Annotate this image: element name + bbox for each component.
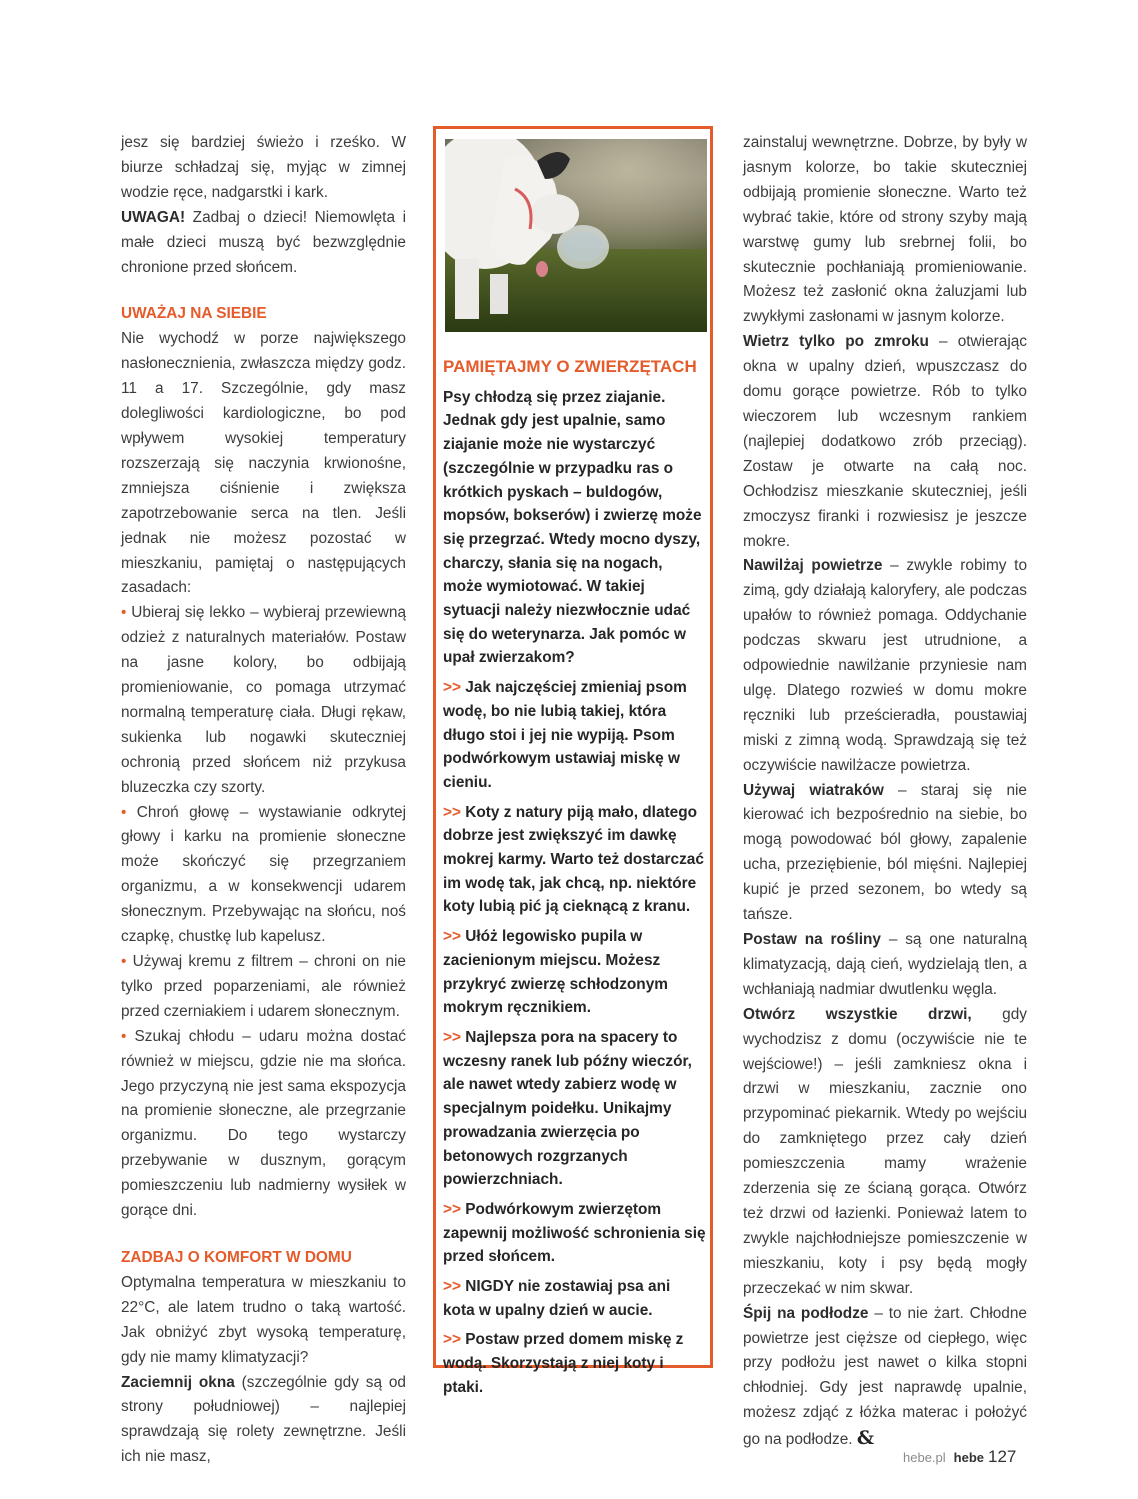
animals-tip: >> Jak najczęściej zmieniaj psom wodę, bo nie lubią takiej, która długo stoi i jej nie wypiją. Psom podwórkowym ustawiaj miskę w cieniu.	[443, 679, 687, 791]
footer-site: hebe.pl	[903, 1450, 946, 1465]
end-mark-icon: &	[856, 1427, 874, 1450]
tip-paragraph: Nawilżaj powietrze – zwykle robimy to zimą, gdy działają kaloryfery, ale podczas upałów to również pomaga. Oddychanie podczas skwaru jest utrudnione, a odpowiednie nawilżanie przyniesie nam ulgę. Dlatego rozwieś w domu mokre ręczniki lub prześcieradła, poustawiaj miski z zimną wodą. Sprawdzają się też oczywiście nawilżacze powietrza.	[743, 557, 1028, 774]
animals-tip: >> Podwórkowym zwierzętom zapewnij możliwość schronienia się przed słońcem.	[443, 1200, 706, 1266]
arrow-icon: >>	[443, 1028, 461, 1046]
tip-paragraph: Śpij na podłodze – to nie żart. Chłodne powietrze jest cięższe od ciepłego, więc przy podłożu jest nawet o kilka stopni chłodniej. Gdy jest naprawdę upalnie, możesz zdjąć z łóżka materac i położyć go na podłodze. &	[743, 1304, 1027, 1450]
arrow-icon: >>	[443, 679, 461, 697]
dog-photo-illustration	[445, 139, 707, 332]
dog-drinking-photo	[445, 139, 707, 332]
footer-brand: hebe	[953, 1450, 984, 1465]
arrow-icon: >>	[443, 803, 461, 821]
bullet-item: • Ubieraj się lekko – wybieraj przewiewną odzież z naturalnych materiałów. Postaw na jasne kolory, bo odbijają promieniowanie, co pomaga utrzymać normalną temperaturę ciała. Długi rękaw, sukienka lub nogawki skuteczniej ochronią przed słońcem niż przykusa bluzeczka czy szorty.	[121, 604, 406, 796]
animals-tip: >> Postaw przed domem miskę z wodą. Skorzystają z niej koty i ptaki.	[443, 1331, 684, 1396]
section-heading-uwazaj: UWAŻAJ NA SIEBIE	[121, 305, 267, 323]
arrow-icon: >>	[443, 1200, 461, 1218]
arrow-icon: >>	[443, 1331, 461, 1349]
right-paragraph-1: zainstaluj wewnętrzne. Dobrze, by były w jasnym kolorze, bo takie skuteczniej odbijają promienie słoneczne. Warto też wybrać takie, które od strony szyby mają warstwę gumy lub srebrnej folii, bo skutecznie pochłaniają promieniowanie. Możesz też zasłonić okna żaluzjami lub zwykłymi zasłonami w jasnym kolorze.	[743, 134, 1027, 326]
tip-paragraph: Postaw na rośliny – są one naturalną klimatyzacją, dają cień, wydzielają tlen, a wchłaniają nadmiar dwutlenku węgla.	[743, 931, 1027, 998]
left-paragraph-4: Zaciemnij okna (szczególnie gdy są od strony południowej) – najlepiej sprawdzają się rolety zewnętrzne. Jeśli ich nie masz,	[121, 1373, 406, 1466]
tip-paragraph: Wietrz tylko po zmroku – otwierając okna w upalny dzień, wpuszczasz do domu gorące powietrze. Rób to tylko wieczorem lub wczesnym rankiem (najlepiej dodatkowo zrób przeciąg). Zostaw je otwarte na całą noc. Ochłodzisz mieszkanie skuteczniej, jeśli zmoczysz firanki i rozwiesisz je jeszcze mokre.	[743, 333, 1027, 550]
tip-paragraph: Używaj wiatraków – staraj się nie kierować ich bezpośrednio na siebie, bo mogą powodować ból głowy, zapalenie ucha, przeziębienie, ból mięśni. Najlepiej kupić je przed sezonem, bo wtedy są tańsze.	[743, 781, 1027, 924]
bullet-icon: •	[121, 604, 127, 622]
animals-sidebar-box	[433, 126, 713, 1396]
bullet-item: • Używaj kremu z filtrem – chroni on nie tylko przed poparzeniami, ale również przed czerniakiem i udarem słonecznym.	[121, 953, 406, 1020]
bullet-icon: •	[121, 953, 127, 970]
animals-tip: >> NIGDY nie zostawiaj psa ani kota w upalny dzień w aucie.	[443, 1278, 671, 1319]
animals-box-text	[443, 355, 706, 1406]
animals-tip: >> Ułóż legowisko pupila w zacienionym miejscu. Możesz przykryć zwierzę schłodzonym mokrym ręcznikiem.	[443, 928, 668, 1017]
animals-intro: Psy chłodzą się przez ziajanie. Jednak gdy jest upalnie, samo ziajanie może nie wystarczyć (szczególnie w przypadku ras o krótkich pyskach – buldogów, mopsów, bokserów) i zwierzę może się przegrzać. Wtedy mocno dyszy, charczy, słania się na nogach, może wymiotować. W takiej sytuacji należy niezwłocznie udać się do weterynarza. Jak pomóc w upał zwierzakom?	[443, 388, 702, 667]
page-number: 127	[988, 1447, 1017, 1466]
bullet-icon: •	[121, 803, 127, 821]
arrow-icon: >>	[443, 1278, 461, 1296]
warning-label: UWAGA!	[121, 208, 186, 226]
page-footer	[903, 1447, 1016, 1467]
animals-tip: >> Najlepsza pora na spacery to wczesny ranek lub późny wieczór, ale nawet wtedy zabierz wodę w specjalnym poidełku. Unikajmy prowadzania zwierzęcia po betonowych rozgrzanych powierzchniach.	[443, 1028, 692, 1189]
left-paragraph-2: Nie wychodź w porze największego nasłonecznienia, zwłaszcza między godz. 11 a 17. Szczególnie, gdy masz dolegliwości kardiologiczne, bo pod wpływem wysokiej temperatury rozszerzają się naczynia krwionośne, zmniejsza ciśnienie i zwiększa zapotrzebowanie serca na tlen. Jeśli jednak nie możesz pozostać w mieszkaniu, pamiętaj o następujących zasadach:	[121, 330, 406, 597]
animals-box-title: PAMIĘTAJMY O ZWIERZĘTACH	[443, 357, 697, 376]
animals-tip: >> Koty z natury piją mało, dlatego dobrze jest zwiększyć im dawkę mokrej karmy. Warto też dostarczać im wodę tak, jak chcą, np. niektóre koty lubią pić ją cieknącą z kranu.	[443, 803, 704, 916]
left-paragraph-1: jesz się bardziej świeżo i rześko. W biurze schładzaj się, myjąc w zimnej wodzie ręce, nadgarstki i kark. UWAGA! Zadbaj o dzieci! Niemowlęta i małe dzieci muszą być bezwzględnie chronione przed słońcem.	[121, 134, 406, 276]
bullet-item: • Szukaj chłodu – udaru można dostać również w miejscu, gdzie nie ma słońca. Jego przyczyną nie jest sama ekspozycja na promienie słoneczne, ale przegrzanie organizmu. Do tego wystarczy przebywanie w dusznym, gorącym pomieszczeniu lub nadmierny wysiłek w gorące dni.	[121, 1027, 406, 1220]
bullet-item: • Chroń głowę – wystawianie odkrytej głowy i karku na promienie słoneczne może skończyć się przegrzaniem organizmu, a w konsekwencji udarem słonecznym. Przebywając na słońcu, noś czapkę, chustkę lub kapelusz.	[121, 803, 406, 946]
bullet-icon: •	[121, 1027, 127, 1045]
section-heading-komfort: ZADBAJ O KOMFORT W DOMU	[121, 1248, 352, 1266]
left-paragraph-3: Optymalna temperatura w mieszkaniu to 22°C, ale latem trudno o taką wartość. Jak obniżyć zbyt wysoką temperaturę, gdy nie mamy klimatyzacji?	[121, 1273, 406, 1366]
left-column	[121, 131, 406, 1470]
tip-paragraph: Otwórz wszystkie drzwi, gdy wychodzisz z domu (oczywiście nie te wejściowe!) – jeśli zamkniesz okna i drzwi w mieszkaniu, zacznie ono przypominać piekarnik. Wtedy po wejściu do zamkniętego przez cały dzień pomieszczenia mamy wrażenie zderzenia się ze ścianą gorąca. Otwórz też drzwi od łazienki. Ponieważ latem to zwykle najchłodniejsze pomieszczenie w mieszkaniu, koty i psy będą mogły przeczekać w nim skwar.	[743, 1005, 1028, 1297]
right-column	[743, 131, 1027, 1453]
arrow-icon: >>	[443, 928, 461, 946]
